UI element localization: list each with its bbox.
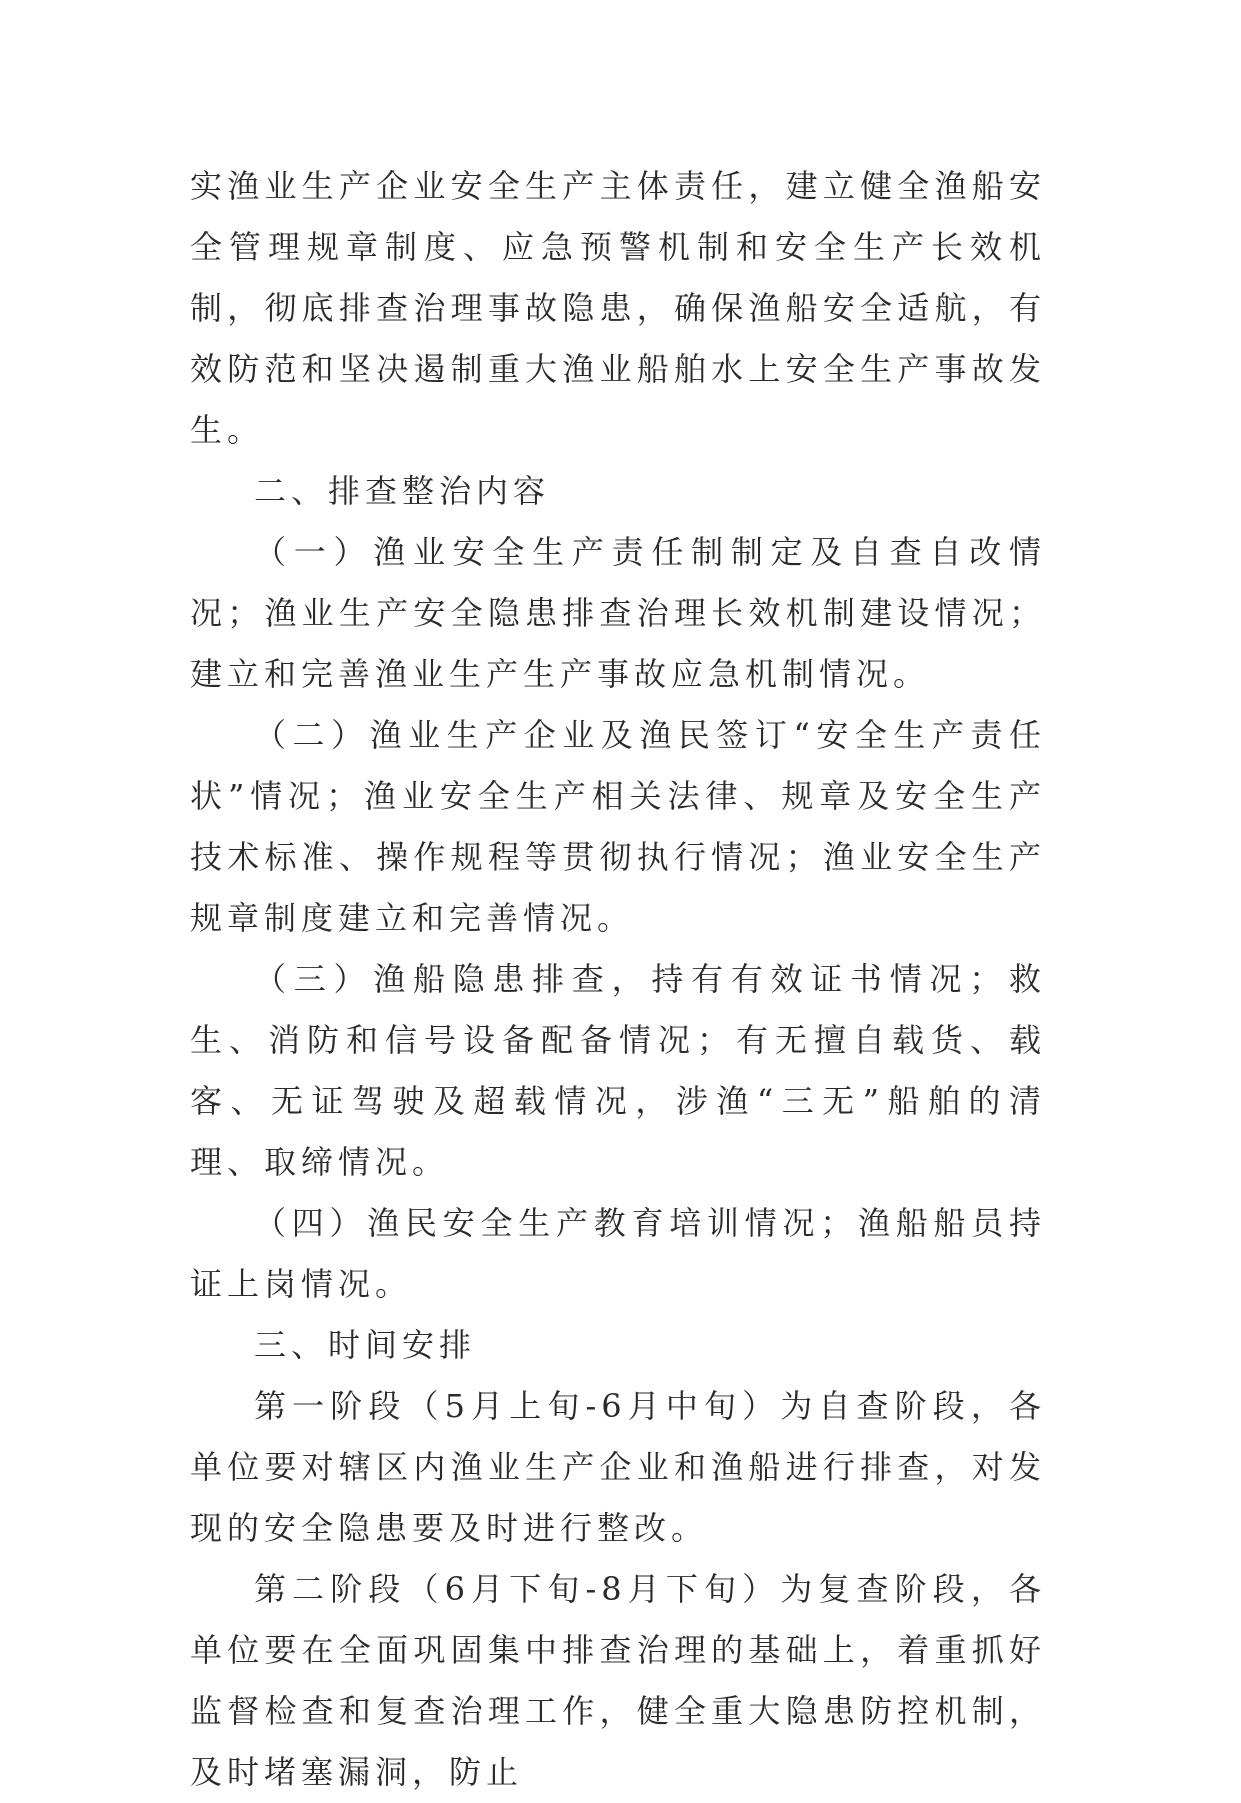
body-paragraph-continued: 实渔业生产企业安全生产主体责任，建立健全渔船安全管理规章制度、应急预警机制和安全生产长效机制，彻底排查治理事故隐患，确保渔船安全适航，有效防范和坚决遏制重大渔业船舶水上安全生产事故发生。 xyxy=(190,167,1046,449)
body-paragraph-phase-2: 第二阶段（6月下旬-8月下旬）为复查阶段，各单位要在全面巩固集中排查治理的基础上，着重抓好监督检查和复查治理工作，健全重大隐患防控机制，及时堵塞漏洞，防止 xyxy=(190,1570,1046,1791)
body-paragraph-item-2: （二）渔业生产企业及渔民签订“安全生产责任状”情况；渔业安全生产相关法律、规章及安全生产技术标准、操作规程等贯彻执行情况；渔业安全生产规章制度建立和完善情况。 xyxy=(190,716,1046,937)
section-heading-schedule: 三、时间安排 xyxy=(254,1326,477,1364)
body-paragraph-item-4: （四）渔民安全生产教育培训情况；渔船船员持证上岗情况。 xyxy=(190,1204,1046,1303)
body-paragraph-phase-1: 第一阶段（5月上旬-6月中旬）为自查阶段，各单位要对辖区内渔业生产企业和渔船进行排查，对发现的安全隐患要及时进行整改。 xyxy=(190,1387,1046,1547)
body-paragraph-item-1: （一）渔业安全生产责任制制定及自查自改情况；渔业生产安全隐患排查治理长效机制建设情况；建立和完善渔业生产生产事故应急机制情况。 xyxy=(190,533,1046,693)
section-heading-inspection-content: 二、排查整治内容 xyxy=(254,472,551,510)
body-paragraph-item-3: （三）渔船隐患排查，持有有效证书情况；救生、消防和信号设备配备情况；有无擅自载货、载客、无证驾驶及超载情况，涉渔“三无”船舶的清理、取缔情况。 xyxy=(190,960,1046,1181)
document-body xyxy=(190,156,1046,1803)
